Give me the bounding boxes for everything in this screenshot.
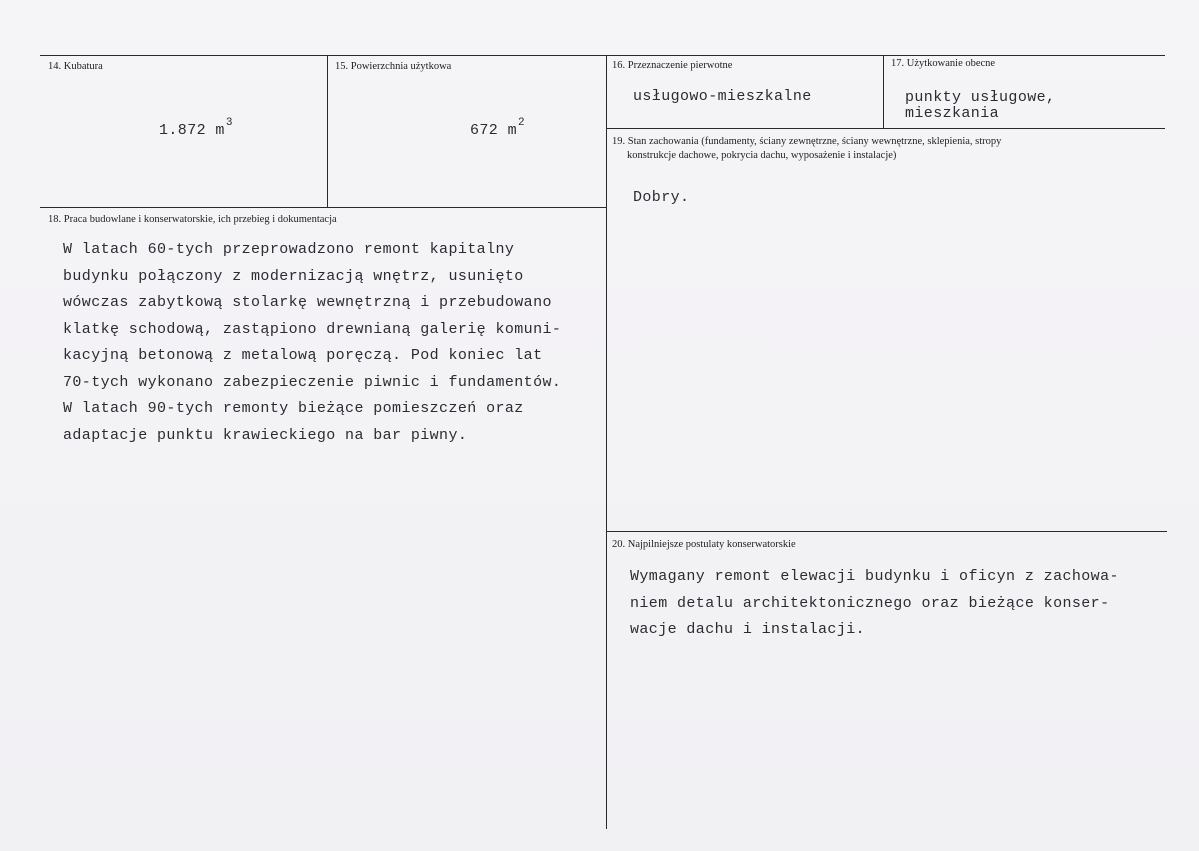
divider-14-15 — [327, 55, 328, 208]
prace-line: klatkę schodową, zastąpiono drewnianą galerię komuni- — [63, 320, 562, 338]
top-rule — [40, 55, 1165, 56]
postulaty-label: 20. Najpilniejsze postulaty konserwatorskie — [612, 539, 796, 550]
prace-line: W latach 60-tych przeprowadzono remont kapitalny — [63, 241, 515, 258]
rule-above-field-20 — [606, 531, 1167, 532]
powierzchnia-exponent: 2 — [518, 117, 526, 129]
uzytkowanie-label: 17. Użytkowanie obecne — [891, 58, 996, 69]
powierzchnia-number: 672 m — [470, 122, 518, 139]
stan-label-line-2: konstrukcje dachowe, pokrycia dachu, wyposażenie i instalacje) — [627, 150, 897, 161]
prace-line: 70-tych wykonano zabezpieczenie piwnic i fundamentów. — [63, 373, 562, 391]
prace-line: budynku połączony z modernizacją wnętrz, usunięto — [63, 267, 524, 285]
prace-line: wówczas zabytkową stolarkę wewnętrzną i przebudowano — [63, 294, 552, 311]
przeznaczenie-value: usługowo-mieszkalne — [633, 88, 812, 105]
divider-main — [606, 55, 607, 829]
uzytkowanie-line-1: punkty usługowe, — [905, 89, 1056, 106]
prace-line: kacyjną betonową z metalową poręczą. Pod koniec lat — [63, 347, 543, 364]
powierzchnia-label: 15. Powierzchnia użytkowa — [335, 61, 452, 72]
prace-text — [63, 237, 561, 449]
prace-line: W latach 90-tych remonty bieżące pomieszczeń oraz — [63, 400, 524, 417]
przeznaczenie-label: 16. Przeznaczenie pierwotne — [612, 60, 733, 71]
stan-label-line-1: 19. Stan zachowania (fundamenty, ściany zewnętrzne, ściany wewnętrzne, sklepienia, stropy — [612, 136, 1002, 147]
postulaty-text — [630, 564, 1119, 644]
stan-value: Dobry. — [633, 189, 690, 206]
postulaty-line: niem detalu architektonicznego oraz bieżące konser- — [630, 594, 1110, 612]
uzytkowanie-line-2: mieszkania — [905, 105, 1000, 122]
postulaty-line: Wymagany remont elewacji budynku i oficyn z zachowa- — [630, 568, 1119, 585]
prace-line: adaptacje punktu krawieckiego na bar piwny. — [63, 426, 468, 444]
prace-label: 18. Praca budowlane i konserwatorskie, ich przebieg i dokumentacja — [48, 214, 337, 225]
kubatura-label: 14. Kubatura — [48, 61, 103, 72]
kubatura-value — [159, 117, 233, 139]
divider-16-17 — [883, 55, 884, 129]
rule-below-fields-16-17 — [606, 128, 1165, 129]
kubatura-exponent: 3 — [225, 117, 233, 129]
rule-above-field-18 — [40, 207, 606, 208]
postulaty-line: wacje dachu i instalacji. — [630, 621, 866, 638]
powierzchnia-value — [470, 117, 525, 139]
kubatura-number: 1.872 m — [159, 122, 225, 139]
